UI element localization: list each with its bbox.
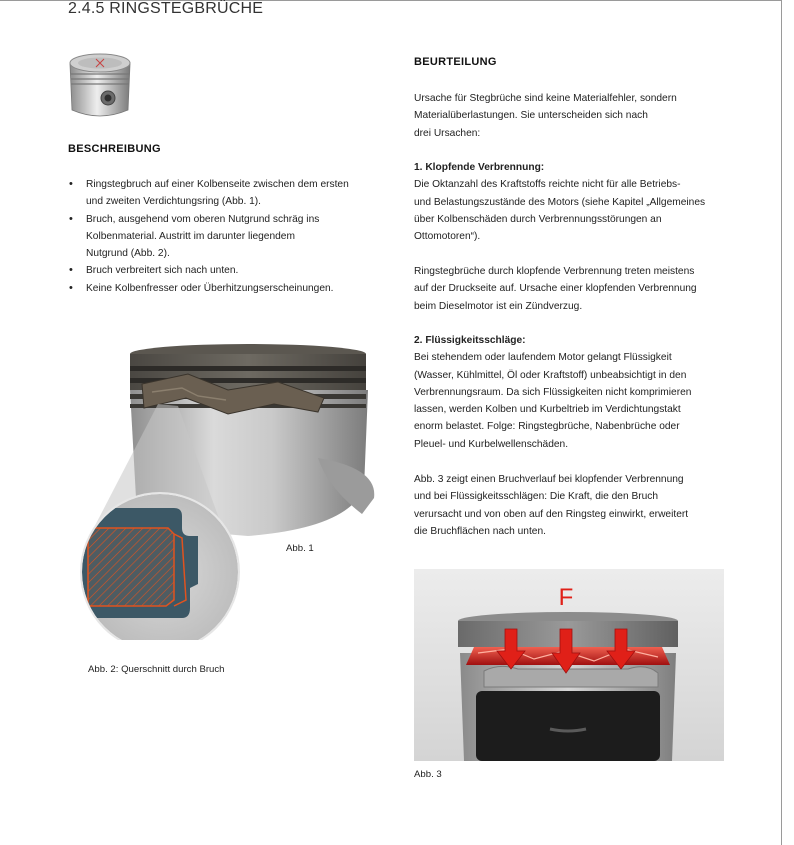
- cause1-block: 1. Klopfende Verbrennung: Die Oktanzahl des Kraftstoffs reichte nicht für alle Betriebs- und Belastungszustände des Motors (siehe Kapitel „Allgemeines über Kolbenschäden durch Verbrennungsstörungen an Ottomotoren“).: [414, 159, 744, 245]
- list-item: • Bruch, ausgehend vom oberen Nutgrund schräg ins Kolbenmaterial. Austritt im darunter liegendem Nutgrund (Abb. 2).: [68, 211, 388, 263]
- cause1-extra: Ringstegbrüche durch klopfende Verbrennung treten meistens auf der Druckseite auf. Ursache einer klopfenden Verbrennung beim Dieselmotor ist ein Zündverzug.: [414, 266, 697, 312]
- page-title: 2.4.5 RINGSTEGBRÜCHE: [68, 0, 264, 17]
- list-item: • Keine Kolbenfresser oder Überhitzungserscheinungen.: [68, 280, 388, 297]
- beschreibung-heading: BESCHREIBUNG: [68, 143, 161, 155]
- abb3-caption: Abb. 3: [414, 769, 442, 780]
- abb1-caption: Abb. 1: [286, 543, 314, 554]
- force-label: F: [558, 584, 574, 611]
- piston-thumbnail-icon: [66, 50, 134, 120]
- abb2-caption: Abb. 2: Querschnitt durch Bruch: [88, 664, 225, 675]
- beurteilung-intro: Ursache für Stegbrüche sind keine Materialfehler, sondern Materialüberlastungen. Sie unterscheiden sich nach drei Ursachen:: [414, 93, 677, 139]
- right-rule: [781, 0, 782, 845]
- beurteilung-heading: BEURTEILUNG: [414, 56, 497, 68]
- abb1-piston-photo: [78, 338, 378, 640]
- beschreibung-list: [68, 176, 388, 297]
- cause2-block: 2. Flüssigkeitsschläge: Bei stehendem oder laufendem Motor gelangt Flüssigkeit (Wasser, Kühlmittel, Öl oder Kraftstoff) unbeabsichtigt in den Verbrennungsraum. Da sich Flüssigkeiten nicht komprimieren lassen, werden Kolben und Kurbeltrieb im Verdichtungstakt enorm belastet. Folge: Ringstegbrüche, Nabenbrüche oder Pleuel- und Kurbelwellenschäden.: [414, 332, 744, 453]
- list-item: • Ringstegbruch auf einer Kolbenseite zwischen dem ersten und zweiten Verdichtungsring (Abb. 1).: [68, 176, 388, 211]
- cause1-title: 1. Klopfende Verbrennung:: [414, 162, 545, 173]
- cause2-title: 2. Flüssigkeitsschläge:: [414, 335, 526, 346]
- list-item: • Bruch verbreitert sich nach unten.: [68, 262, 388, 279]
- abb3-description: Abb. 3 zeigt einen Bruchverlauf bei klopfender Verbrennung und bei Flüssigkeitsschlägen: Die Kraft, die den Bruch verursacht und von oben auf den Ringsteg einwirkt, erweitert die Bruchflächen nach unten.: [414, 474, 689, 537]
- abb3-force-diagram: [414, 569, 724, 761]
